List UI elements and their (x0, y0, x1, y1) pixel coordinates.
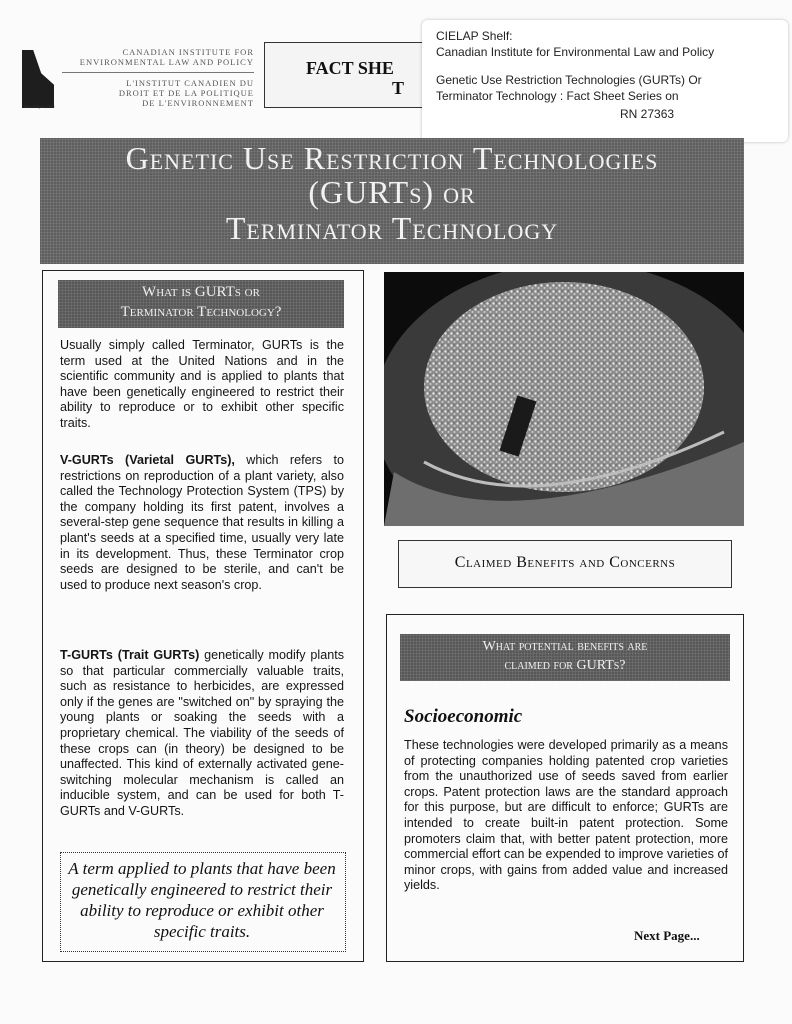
stamp-title-line1: Genetic Use Restriction Technologies (GURTs) Or (436, 73, 702, 87)
seed-bowl-photo (384, 272, 744, 526)
institute-divider (62, 72, 254, 73)
stamp-institute: Canadian Institute for Environmental Law and Policy (436, 45, 715, 59)
v-gurts-term: V-GURTs (Varietal GURTs), (60, 453, 235, 467)
banner-title-line2: (GURTs) or (308, 174, 476, 210)
institute-name-fr-line1: L'INSTITUT CANADIEN DU (126, 78, 254, 88)
next-page-link[interactable]: Next Page... (634, 928, 700, 943)
institute-name-fr-line2: DROIT ET DE LA POLITIQUE (118, 88, 254, 98)
right-section-heading (400, 634, 730, 681)
fact-sheet-title: FACT SHE (306, 58, 394, 78)
subheading-socioeconomic: Socioeconomic (404, 706, 523, 727)
t-gurts-text: genetically modify plants so that particular commercially valuable traits, such as resistance to herbicides, are expressed only if the genes are "switched on" by spraying the young plants or soaking the seeds with a proprietary chemical. The viability of the seeds of these crops can (in theory) be designed to be unaffected. This kind of externally activated gene-switching molecular mechanism is called an inducible system, and can be used for both T-GURTs and V-GURTs. (60, 648, 345, 818)
banner-title-line1: Genetic Use Restriction Technologies (125, 140, 659, 176)
title-banner (40, 138, 744, 264)
institute-name-en (56, 47, 254, 67)
institute-logo-icon (22, 50, 54, 108)
catalogue-stamp (422, 20, 788, 142)
stamp-record-number: RN 27363 (620, 107, 675, 121)
founded-note: Since/Depuis 1970 (24, 104, 55, 109)
institute-name-en-line1: CANADIAN INSTITUTE FOR (122, 47, 254, 57)
institute-name-fr-line3: DE L'ENVIRONNEMENT (142, 98, 254, 108)
right-heading-line1: What potential benefits are (482, 639, 648, 654)
pull-quote: A term applied to plants that have been genetically engineered to restrict their ability to reproduce or exhibit other specific traits. (68, 859, 336, 941)
left-heading-line2: Terminator Technology? (120, 304, 282, 320)
paragraph-t-gurts (60, 648, 344, 820)
seed-bowl-image (384, 272, 744, 526)
stamp-title-line2: Terminator Technology : Fact Sheet Series on (436, 89, 679, 103)
t-gurts-term: T-GURTs (Trait GURTs) (60, 648, 200, 662)
institute-name-en-line2: ENVIRONMENTAL LAW AND POLICY (79, 57, 254, 67)
right-heading-line2: claimed for GURTs? (504, 658, 626, 673)
paragraph-socioeconomic: These technologies were developed primarily as a means of protecting companies holding patented crop varieties from the unauthorized use of seeds saved from earlier crops. Patent protection laws are the standard approach for this purpose, but are difficult to enforce; GURTs are intended to create built-in patent protection. Some promoters claim that, with better patent protection, more commercial effort can be expended to improve varieties of minor crops, with gains from added value and increased yields. (404, 738, 728, 893)
fact-sheet-title-line2: T (392, 78, 405, 98)
paragraph-definition: Usually simply called Terminator, GURTs is the term used at the United Nations and in the scientific community and is applied to plants that have been genetically engineered to restrict their ability to reproduce or to exhibit other specific traits. (60, 338, 344, 430)
institute-name-fr (64, 78, 254, 108)
stamp-shelf-label: CIELAP Shelf: (436, 29, 513, 43)
v-gurts-text: which refers to restrictions on reproduction of a plant variety, also called the Technology Protection System (TPS) by the company holding its first patent, involves a several-step gene sequence that results in killing a plant's seeds at a specified time, usually very late in its development. Thus, these Terminator crop seeds are designed to be sterile, and can't be used to produce next season's crop. (60, 453, 345, 592)
claimed-benefits-heading: Claimed Benefits and Concerns (454, 554, 676, 571)
paragraph-v-gurts (60, 453, 344, 593)
banner-title-line3: Terminator Technology (225, 210, 559, 246)
left-heading-line1: What is GURTs or (142, 284, 260, 300)
left-section-heading (58, 280, 344, 328)
